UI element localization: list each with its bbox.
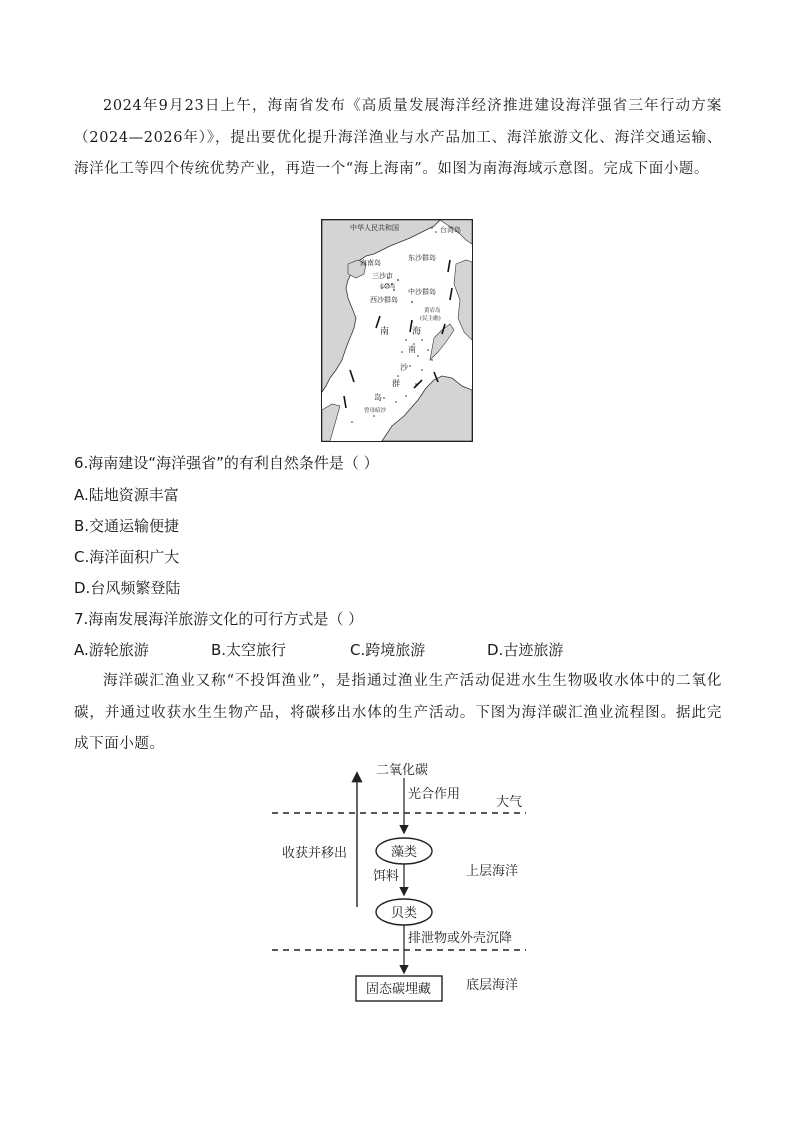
shellfish-label: 贝类 — [391, 906, 418, 921]
co2-label: 二氧化碳 — [376, 763, 429, 778]
carbon-sink-flow-diagram — [270, 760, 530, 1010]
excretion-label: 排泄物或外壳沉降 — [408, 931, 513, 946]
algae-label: 藻类 — [391, 845, 418, 860]
q6-option-b[interactable]: B.交通运输便捷 — [74, 517, 180, 535]
label-nansha-1: 南 — [408, 345, 416, 354]
malay-land — [322, 404, 340, 441]
storage-label: 固态碳埋藏 — [366, 982, 432, 997]
question-6-stem: 6.海南建设“海洋强省”的有利自然条件是（ ） — [74, 454, 379, 472]
label-minzhu: (民主礁) — [420, 316, 441, 322]
label-huangyan: 黄岩岛 — [424, 308, 441, 314]
label-dongsha: 东沙群岛 — [408, 254, 436, 262]
label-prc: 中华人民共和国 — [350, 224, 399, 232]
label-zhongsha: 中沙群岛 — [408, 288, 436, 296]
label-nansha-2: 沙 — [400, 363, 408, 372]
label-nansha-3: 群 — [392, 379, 400, 388]
atmosphere-label: 大气 — [496, 795, 523, 810]
question-7-stem: 7.海南发展海洋旅游文化的可行方式是（ ） — [74, 610, 364, 628]
label-sansha: 三沙市 — [372, 272, 393, 280]
intro-paragraph-2: 海洋碳汇渔业又称“不投饵渔业”，是指通过渔业生产活动促进水生生物吸收水体中的二氧化碳，并通过收获水生生物产品，将碳移出水体的生产活动。下图为海洋碳汇渔业流程图。据此完成下面小题。 — [74, 673, 722, 752]
q7-option-c[interactable]: C.跨境旅游 — [350, 641, 426, 659]
south-china-sea-map — [321, 219, 473, 442]
label-zengmu: 曾母暗沙 — [364, 408, 387, 414]
label-hai: 海 — [412, 327, 422, 337]
bottom-ocean-label: 底层海洋 — [466, 978, 519, 993]
label-nansha-4: 岛 — [374, 393, 382, 402]
q6-option-c[interactable]: C.海洋面积广大 — [74, 548, 180, 566]
q6-option-d[interactable]: D.台风频繁登陆 — [74, 579, 181, 597]
upper-ocean-label: 上层海洋 — [466, 864, 519, 879]
feed-label: 饵料 — [373, 869, 400, 884]
label-hainan: 海南岛 — [360, 259, 381, 267]
harvest-label: 收获并移出 — [282, 846, 348, 861]
label-yongxing: 永兴岛 — [379, 284, 396, 290]
photosynthesis-label: 光合作用 — [408, 787, 461, 802]
label-xisha: 西沙群岛 — [370, 296, 398, 304]
mainland-land — [322, 220, 440, 392]
q7-option-b[interactable]: B.太空旅行 — [211, 641, 287, 659]
label-taiwan: 台湾岛 — [440, 226, 461, 234]
palawan-land — [430, 324, 454, 360]
label-nan: 南 — [380, 327, 390, 337]
q7-option-a[interactable]: A.游轮旅游 — [74, 641, 149, 659]
q6-option-a[interactable]: A.陆地资源丰富 — [74, 486, 179, 504]
q7-option-d[interactable]: D.古迹旅游 — [487, 641, 564, 659]
intro-paragraph-1: 2024年9月23日上午，海南省发布《高质量发展海洋经济推进建设海洋强省三年行动方案（2024—2026年）》，提出要优化提升海洋渔业与水产品加工、海洋旅游文化、海洋交通运输、海洋化工等四个传统优势产业，再造一个“海上海南”。如图为南海海域示意图。完成下面小题。 — [74, 98, 722, 177]
luzon-land — [454, 260, 472, 340]
